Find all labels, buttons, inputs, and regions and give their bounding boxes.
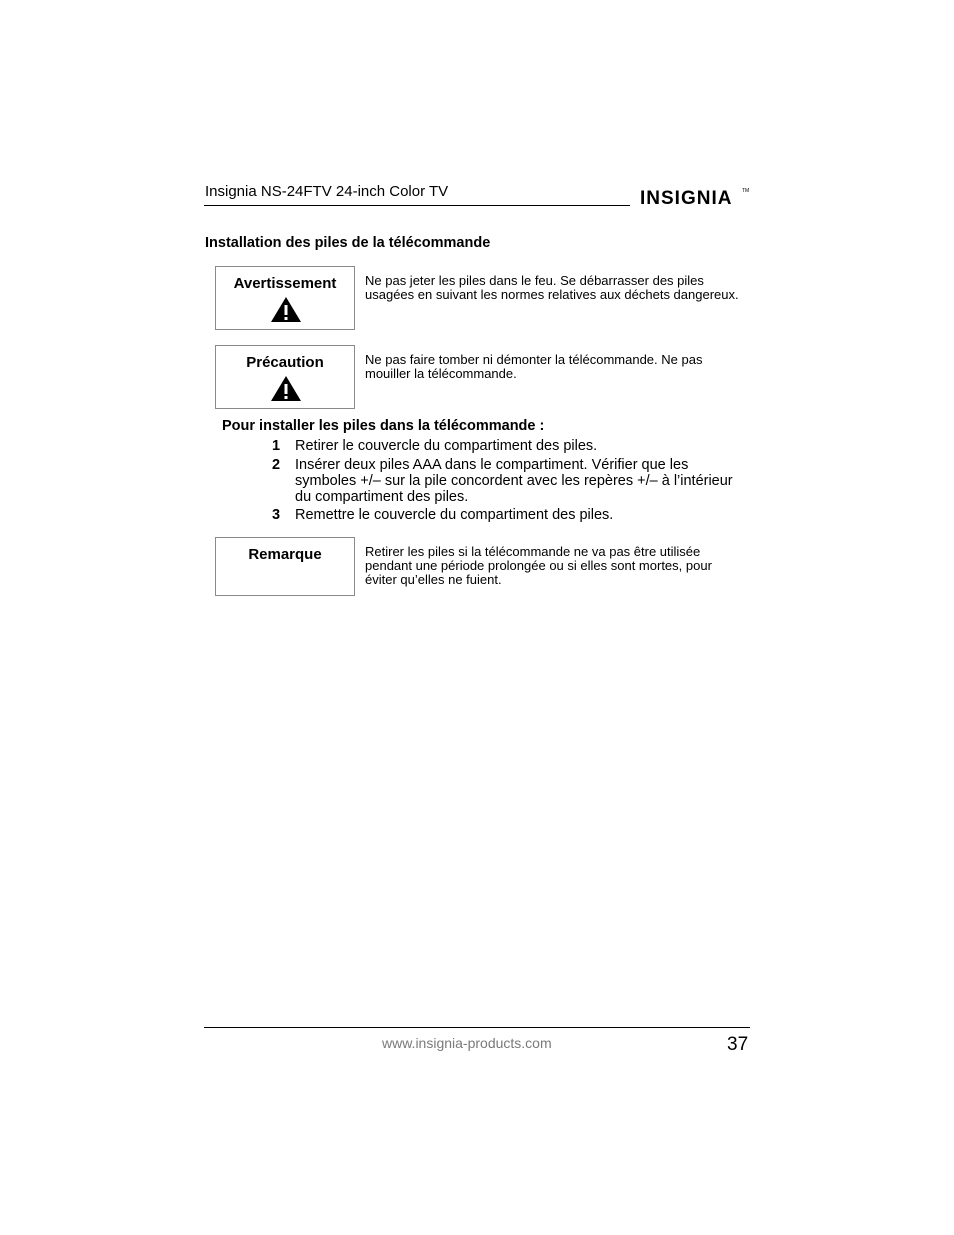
caution-label: Précaution xyxy=(246,354,324,371)
warning-label: Avertissement xyxy=(233,275,337,292)
step-number: 1 xyxy=(272,438,281,454)
footer-divider xyxy=(204,1027,750,1028)
insignia-logo xyxy=(638,178,750,214)
note-label: Remarque xyxy=(248,546,322,563)
header-divider xyxy=(204,205,630,206)
procedure-heading: Pour installer les piles dans la télécommande : xyxy=(222,418,545,434)
warning-text: Ne pas jeter les piles dans le feu. Se débarrasser des piles usagées en suivant les normes relatives aux déchets dangereux. xyxy=(365,273,739,302)
svg-text:INSIGNIA: INSIGNIA xyxy=(640,188,733,209)
caution-text: Ne pas faire tomber ni démonter la télécommande. Ne pas mouiller la télécommande. xyxy=(365,352,703,381)
footer-url: www.insignia-products.com xyxy=(382,1035,552,1051)
warning-triangle-icon xyxy=(270,375,302,402)
note-callout-box xyxy=(215,537,355,596)
caution-callout-box xyxy=(215,345,355,409)
warning-callout-box xyxy=(215,266,355,330)
step-text: Retirer le couvercle du compartiment des piles. xyxy=(295,438,598,454)
step-number: 3 xyxy=(272,507,281,523)
warning-triangle-icon xyxy=(270,296,302,323)
step-text: Insérer deux piles AAA dans le compartiment. Vérifier que les symboles +/– sur la pile concordent avec les repères +/– à l’intérieur du compartiment des piles. xyxy=(295,457,733,505)
step-text: Remettre le couvercle du compartiment des piles. xyxy=(295,507,614,523)
page-number: 37 xyxy=(727,1034,749,1055)
step-number: 2 xyxy=(272,457,281,473)
section-heading: Installation des piles de la télécommande xyxy=(205,235,491,251)
document-header-title: Insignia NS-24FTV 24-inch Color TV xyxy=(205,183,449,200)
svg-text:TM: TM xyxy=(742,188,750,194)
note-text: Retirer les piles si la télécommande ne va pas être utilisée pendant une période prolongée ou si elles sont mortes, pour éviter qu’elles ne fuient. xyxy=(365,544,712,587)
